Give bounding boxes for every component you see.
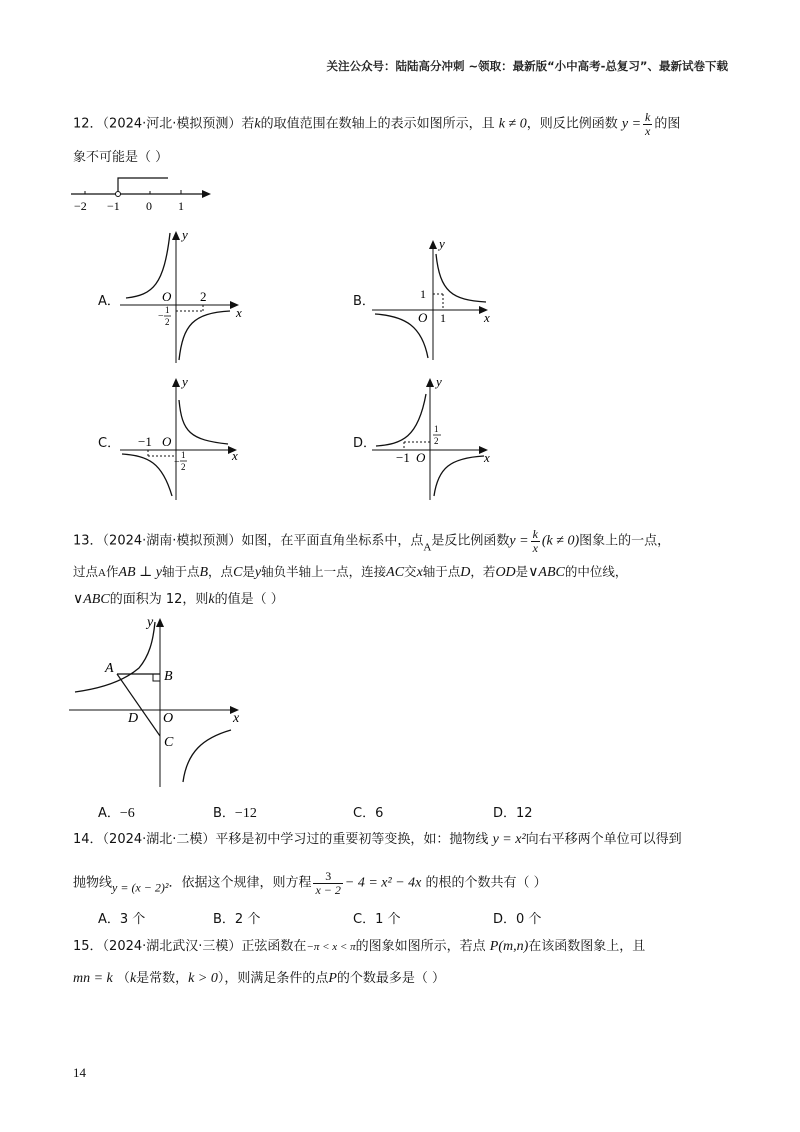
q14-number: 14． bbox=[73, 832, 103, 847]
q15-text: 正弦函数在 bbox=[241, 939, 307, 954]
q13-k: k bbox=[208, 592, 215, 607]
neg-sign: − bbox=[174, 457, 180, 468]
curve-q2 bbox=[376, 394, 426, 446]
q13-triangle: ∨ABC bbox=[73, 592, 110, 607]
q12-option-b-graph[interactable] bbox=[370, 232, 500, 362]
option-label: B． bbox=[213, 912, 235, 927]
value-2: 2 bbox=[200, 289, 207, 304]
number-line-arrow bbox=[202, 190, 211, 198]
x-label: x bbox=[232, 448, 238, 463]
x-label: x bbox=[484, 450, 490, 465]
q14-frac-den: x − 2 bbox=[315, 882, 341, 897]
q14-eq1: y = x² bbox=[492, 832, 526, 847]
label-a: A bbox=[105, 661, 114, 676]
curve-q1 bbox=[179, 400, 228, 444]
q13-option-d[interactable] bbox=[493, 802, 533, 821]
q13-text: 是反比例函数 bbox=[431, 533, 510, 549]
value-minus1: −1 bbox=[396, 450, 410, 465]
y-arrow bbox=[429, 240, 437, 249]
q15-text: 的图象如图所示，若点 bbox=[355, 939, 486, 954]
q13-ac: AC bbox=[386, 565, 405, 580]
q13-line2 bbox=[73, 566, 627, 580]
page-number: 14 bbox=[73, 1065, 86, 1080]
q12-option-a-graph[interactable] bbox=[118, 225, 248, 365]
q12-yeq: y = bbox=[621, 116, 642, 132]
frac-num: 1 bbox=[434, 424, 439, 434]
curve-q3 bbox=[122, 454, 172, 496]
tick-label-1: 1 bbox=[178, 199, 184, 213]
q13-frac-den: x bbox=[532, 540, 538, 555]
q15-point: P(m,n) bbox=[489, 939, 529, 954]
label-x: x bbox=[233, 711, 240, 726]
q13-a: A bbox=[98, 567, 106, 579]
q12-option-d-graph[interactable] bbox=[370, 372, 500, 502]
q14-text: 向右平移两个单位可以得到 bbox=[525, 832, 682, 847]
q15-k: k bbox=[129, 971, 137, 986]
q14-text: 平移是初中学习过的重要初等变换，如：抛物线 bbox=[215, 832, 489, 847]
q14-source: （2024·湖北·二模） bbox=[102, 832, 216, 847]
q12-option-b-label[interactable]: B． bbox=[353, 294, 375, 309]
q14-text: ．依据这个规律，则方程 bbox=[168, 875, 312, 891]
q14-eq3: − 4 = x² − 4x bbox=[344, 875, 422, 891]
q13-number: 13． bbox=[73, 533, 103, 549]
label-b: B bbox=[164, 669, 173, 684]
y-arrow bbox=[426, 378, 434, 387]
q13-text: 是 bbox=[242, 564, 255, 579]
frac-num: 1 bbox=[165, 305, 170, 315]
q13-text: 的值是（ ） bbox=[214, 592, 284, 607]
q12-line2: 象不可能是（ ） bbox=[73, 150, 169, 165]
q14-line2 bbox=[73, 870, 547, 896]
q14-option-a[interactable] bbox=[98, 908, 145, 927]
option-value: −6 bbox=[119, 806, 135, 821]
q12-line1 bbox=[73, 111, 680, 137]
q15-text: ），则满足条件的点 bbox=[217, 971, 329, 986]
value-1-y: 1 bbox=[420, 287, 426, 301]
range-bracket bbox=[118, 178, 168, 194]
q12-number-line bbox=[65, 170, 215, 215]
curve-q4 bbox=[183, 730, 231, 782]
q13-point-a: A bbox=[423, 541, 432, 554]
q14-line1 bbox=[73, 833, 682, 847]
frac-den: 2 bbox=[165, 317, 170, 327]
q12-text: 的取值范围在数轴上的表示如图所示，且 bbox=[260, 116, 495, 132]
label-c: C bbox=[164, 735, 174, 750]
q12-option-a-label[interactable]: A． bbox=[98, 294, 120, 309]
q13-figure bbox=[65, 612, 250, 792]
q15-text: （ bbox=[116, 971, 130, 986]
q14-text: 抛物线 bbox=[73, 875, 113, 891]
option-value: 2 个 bbox=[234, 912, 261, 927]
q14-option-c[interactable] bbox=[353, 908, 400, 927]
q14-text: 的根的个数共有（ ） bbox=[425, 875, 547, 891]
q15-text: 在该函数图象上，且 bbox=[528, 939, 646, 954]
q13-b: B bbox=[199, 565, 209, 580]
q13-option-b[interactable] bbox=[213, 802, 257, 822]
curve-q4 bbox=[179, 311, 230, 360]
q13-text: 轴负半轴上一点，连接 bbox=[261, 564, 387, 579]
option-value: 3 个 bbox=[119, 912, 146, 927]
q12-text: 的图 bbox=[654, 116, 681, 132]
origin-label: O bbox=[162, 289, 172, 304]
option-label: A． bbox=[98, 806, 120, 821]
origin-label: O bbox=[162, 434, 172, 449]
q15-line1 bbox=[73, 940, 645, 954]
q15-line2 bbox=[73, 972, 445, 986]
option-value: 0 个 bbox=[516, 912, 542, 927]
label-y: y bbox=[147, 615, 154, 630]
q13-line1 bbox=[73, 528, 670, 554]
q13-text: 交 bbox=[404, 564, 417, 579]
q12-number: 12． bbox=[73, 116, 103, 132]
q13-source: （2024·湖南·模拟预测） bbox=[102, 533, 242, 549]
tick-label-minus1: −1 bbox=[107, 199, 120, 213]
q12-text: 若 bbox=[241, 116, 255, 132]
q15-p: P bbox=[328, 971, 337, 986]
q12-frac-den: x bbox=[645, 123, 651, 138]
option-label: D． bbox=[493, 912, 517, 927]
q14-option-d[interactable] bbox=[493, 908, 541, 927]
neg-sign: − bbox=[158, 311, 164, 322]
q13-option-c[interactable] bbox=[353, 802, 383, 821]
x-label: x bbox=[484, 310, 490, 325]
q12-option-c-graph[interactable] bbox=[118, 372, 248, 502]
option-value: 6 bbox=[375, 806, 384, 821]
frac-den: 2 bbox=[181, 462, 186, 472]
label-d: D bbox=[128, 711, 139, 726]
y-arrow bbox=[172, 378, 180, 387]
q13-text: ，若 bbox=[470, 564, 496, 579]
q14-option-b[interactable] bbox=[213, 908, 260, 927]
q13-text: 轴于点 bbox=[161, 564, 200, 579]
tick-label-minus2: −2 bbox=[74, 199, 87, 213]
q13-option-a[interactable] bbox=[98, 802, 135, 822]
curve-q2 bbox=[75, 622, 155, 692]
q14-frac-num: 3 bbox=[313, 870, 342, 884]
q15-text: 的个数最多是（ ） bbox=[336, 971, 446, 986]
q12-option-c-label[interactable]: C． bbox=[98, 436, 121, 451]
q13-line3 bbox=[73, 593, 284, 607]
q13-cond: (k ≠ 0) bbox=[541, 533, 580, 549]
origin-label: O bbox=[418, 310, 428, 325]
q13-text: 如图，在平面直角坐标系中，点 bbox=[241, 533, 424, 549]
q13-c: C bbox=[233, 565, 243, 580]
q13-text: ，点 bbox=[208, 564, 234, 579]
option-label: A． bbox=[98, 912, 120, 927]
q12-option-d-label[interactable]: D． bbox=[353, 436, 377, 451]
q15-source: （2024·湖北武汉·三模） bbox=[102, 939, 242, 954]
q13-text: 的中位线， bbox=[564, 564, 628, 579]
q13-perp: AB ⊥ y bbox=[118, 565, 162, 580]
q12-k: k bbox=[254, 116, 261, 132]
q13-text: 作 bbox=[105, 564, 119, 579]
open-point bbox=[116, 192, 121, 197]
q13-x: x bbox=[416, 565, 423, 580]
frac-den: 2 bbox=[434, 436, 439, 446]
q15-text: 是常数， bbox=[136, 971, 189, 986]
y-arrow bbox=[156, 618, 164, 627]
y-label: y bbox=[182, 227, 188, 242]
q12-text: ，则反比例函数 bbox=[526, 116, 618, 132]
q15-eq: mn = k bbox=[73, 971, 113, 986]
right-angle-mark bbox=[153, 674, 160, 681]
q13-d: D bbox=[460, 565, 471, 580]
option-label: C． bbox=[353, 806, 376, 821]
q13-text: 过点 bbox=[73, 564, 99, 579]
value-1-x: 1 bbox=[440, 311, 446, 325]
q12-cond: k ≠ 0 bbox=[498, 116, 527, 132]
q15-cond: k > 0 bbox=[188, 971, 218, 986]
option-label: D． bbox=[493, 806, 517, 821]
option-label: C． bbox=[353, 912, 376, 927]
tick-label-0: 0 bbox=[146, 199, 152, 213]
page-header: 关注公众号：陆陆高分冲刺 ~领取：最新版“小中高考-总复习”、最新试卷下载 bbox=[326, 59, 728, 73]
option-value: −12 bbox=[234, 806, 257, 821]
q15-range: −π < x < π bbox=[306, 941, 356, 953]
q13-text: 是 bbox=[515, 564, 529, 579]
q13-yeq: y = bbox=[509, 533, 529, 549]
q12-source: （2024·河北·模拟预测） bbox=[102, 116, 242, 132]
q13-text: 轴于点 bbox=[422, 564, 461, 579]
q13-text: 的面积为 12，则 bbox=[109, 592, 209, 607]
q13-y: y bbox=[254, 565, 262, 580]
y-label: y bbox=[436, 374, 442, 389]
option-label: B． bbox=[213, 806, 235, 821]
origin-label: O bbox=[416, 450, 426, 465]
segment-ac bbox=[117, 674, 160, 736]
frac-num: 1 bbox=[181, 450, 186, 460]
q14-fraction bbox=[313, 870, 342, 896]
q13-fraction bbox=[531, 528, 540, 554]
q12-frac-num: k bbox=[645, 110, 651, 124]
q15-number: 15． bbox=[73, 939, 103, 954]
q13-od: OD bbox=[495, 565, 516, 580]
option-value: 12 bbox=[516, 806, 533, 821]
q12-fraction bbox=[643, 111, 652, 137]
q13-triangle: ∨ABC bbox=[528, 565, 565, 580]
q13-text: 图象上的一点， bbox=[579, 533, 671, 549]
label-o: O bbox=[163, 711, 174, 726]
curve-q4 bbox=[434, 456, 484, 496]
q14-eq2: y = (x − 2)² bbox=[112, 880, 169, 895]
option-value: 1 个 bbox=[375, 912, 401, 927]
x-label: x bbox=[236, 305, 242, 320]
value-minus1: −1 bbox=[138, 434, 152, 449]
y-label: y bbox=[439, 236, 445, 251]
y-arrow bbox=[172, 231, 180, 240]
y-label: y bbox=[182, 374, 188, 389]
q13-frac-num: k bbox=[532, 527, 538, 541]
